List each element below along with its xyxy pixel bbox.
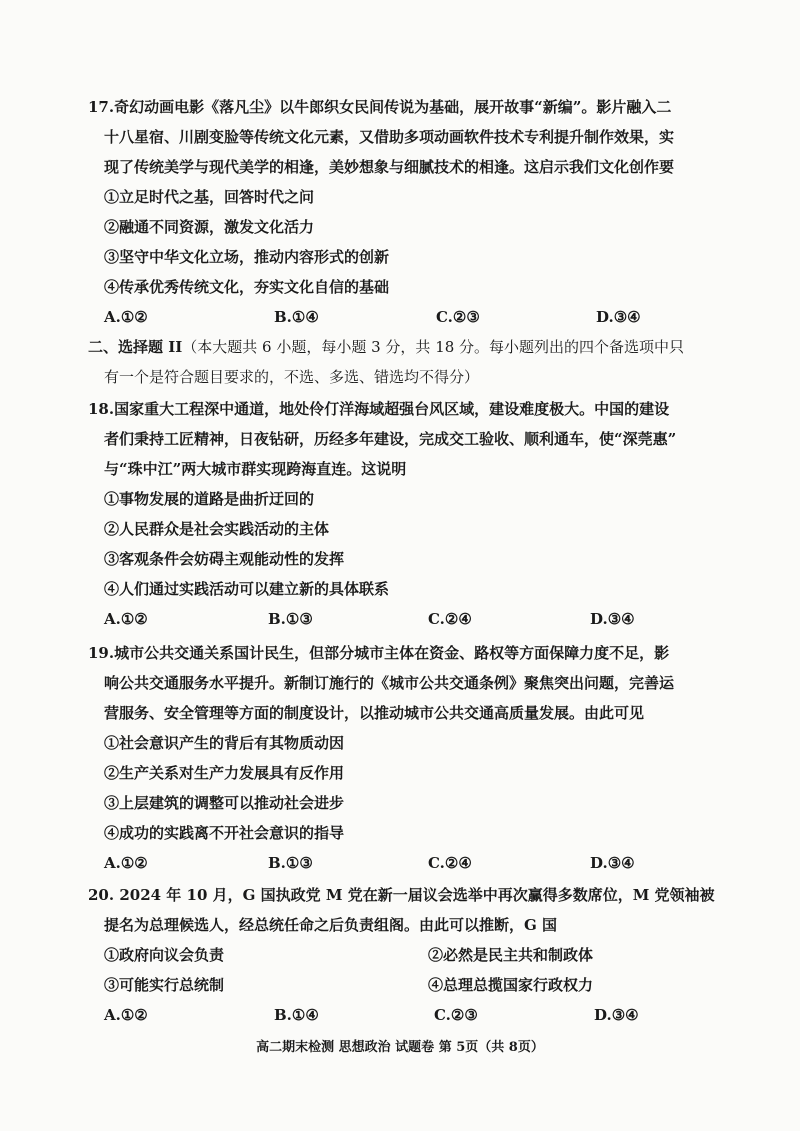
q18-item-1: ①事物发展的道路是曲折迂回的 (104, 490, 315, 508)
q20-stem-line-1: 20. 2024 年 10 月，G 国执政党 M 党在新一届议会选举中再次赢得多数席位，M 党领袖被 (88, 886, 715, 904)
q17-options (88, 302, 728, 332)
question-20 (88, 880, 728, 1030)
question-17 (88, 92, 728, 332)
q20-items-row-1 (88, 940, 728, 970)
q20-item-3: ③可能实行总统制 (104, 976, 225, 994)
q20-items-row-2 (88, 970, 728, 1000)
q20-item-4: ④总理总揽国家行政权力 (428, 976, 594, 994)
q17-item-4: ④传承优秀传统文化，夯实文化自信的基础 (104, 278, 390, 296)
q20-option-d: D.③④ (594, 1006, 639, 1024)
q17-option-c: C.②③ (436, 308, 480, 326)
q19-item-1: ①社会意识产生的背后有其物质动因 (104, 734, 345, 752)
q18-stem-line-3: 与“珠中江”两大城市群实现跨海直连。这说明 (104, 460, 407, 478)
q20-item-1: ①政府向议会负责 (104, 946, 225, 964)
q20-stem-line-2: 提名为总理候选人，经总统任命之后负责组阁。由此可以推断，G 国 (104, 916, 558, 934)
q18-options (88, 604, 728, 634)
q18-option-d: D.③④ (590, 610, 635, 628)
section-2-header (88, 332, 728, 392)
q19-option-c: C.②④ (428, 854, 472, 872)
q20-item-2: ②必然是民主共和制政体 (428, 946, 594, 964)
q19-option-d: D.③④ (590, 854, 635, 872)
q17-option-a: A.①② (104, 308, 148, 326)
q17-stem-line-2: 十八星宿、川剧变脸等传统文化元素，又借助多项动画软件技术专利提升制作效果，实 (104, 128, 675, 146)
q19-item-2: ②生产关系对生产力发展具有反作用 (104, 764, 345, 782)
section-2-line-2: 有一个是符合题目要求的，不选、多选、错选均不得分） (104, 368, 480, 386)
q19-stem-line-3: 营服务、安全管理等方面的制度设计，以推动城市公共交通高质量发展。由此可见 (104, 704, 645, 722)
q19-item-3: ③上层建筑的调整可以推动社会进步 (104, 794, 345, 812)
q20-option-c: C.②③ (434, 1006, 478, 1024)
q20-option-b: B.①④ (274, 1006, 319, 1024)
section-2-title: 二、选择题 II (88, 338, 183, 356)
q18-option-c: C.②④ (428, 610, 472, 628)
q17-item-1: ①立足时代之基，回答时代之问 (104, 188, 315, 206)
q20-option-a: A.①② (104, 1006, 148, 1024)
q17-item-3: ③坚守中华文化立场，推动内容形式的创新 (104, 248, 390, 266)
q18-item-2: ②人民群众是社会实践活动的主体 (104, 520, 330, 538)
q17-option-d: D.③④ (596, 308, 641, 326)
q19-option-b: B.①③ (268, 854, 313, 872)
section-2-note: （本大题共 6 小题，每小题 3 分，共 18 分。每小题列出的四个备选项中只 (182, 338, 685, 356)
q17-item-2: ②融通不同资源，激发文化活力 (104, 218, 315, 236)
q18-stem-line-2: 者们秉持工匠精神，日夜钻研，历经多年建设，完成交工验收、顺利通车，使“深莞惠” (104, 430, 677, 448)
q20-options (88, 1000, 728, 1030)
q18-option-b: B.①③ (268, 610, 313, 628)
q19-options (88, 848, 728, 878)
question-18 (88, 394, 728, 634)
q19-stem-line-2: 响公共交通服务水平提升。新制订施行的《城市公共交通条例》聚焦突出问题，完善运 (104, 674, 675, 692)
q19-option-a: A.①② (104, 854, 148, 872)
q17-option-b: B.①④ (274, 308, 319, 326)
q18-option-a: A.①② (104, 610, 148, 628)
q19-item-4: ④成功的实践离不开社会意识的指导 (104, 824, 345, 842)
q18-item-4: ④人们通过实践活动可以建立新的具体联系 (104, 580, 390, 598)
q18-item-3: ③客观条件会妨碍主观能动性的发挥 (104, 550, 345, 568)
q18-stem-line-1: 18.国家重大工程深中通道，地处伶仃洋海域超强台风区域，建设难度极大。中国的建设 (88, 400, 670, 418)
q17-stem-line-3: 现了传统美学与现代美学的相逢，美妙想象与细腻技术的相逢。这启示我们文化创作要 (104, 158, 675, 176)
section-2-line-1 (88, 332, 728, 362)
question-19 (88, 638, 728, 878)
q17-stem-line-1: 17.奇幻动画电影《落凡尘》以牛郎织女民间传说为基础，展开故事“新编”。影片融入二 (88, 98, 672, 116)
page-footer: 高二期末检测 思想政治 试题卷 第 5页（共 8页） (256, 1040, 544, 1055)
q19-stem-line-1: 19.城市公共交通关系国计民生，但部分城市主体在资金、路权等方面保障力度不足，影 (88, 644, 670, 662)
